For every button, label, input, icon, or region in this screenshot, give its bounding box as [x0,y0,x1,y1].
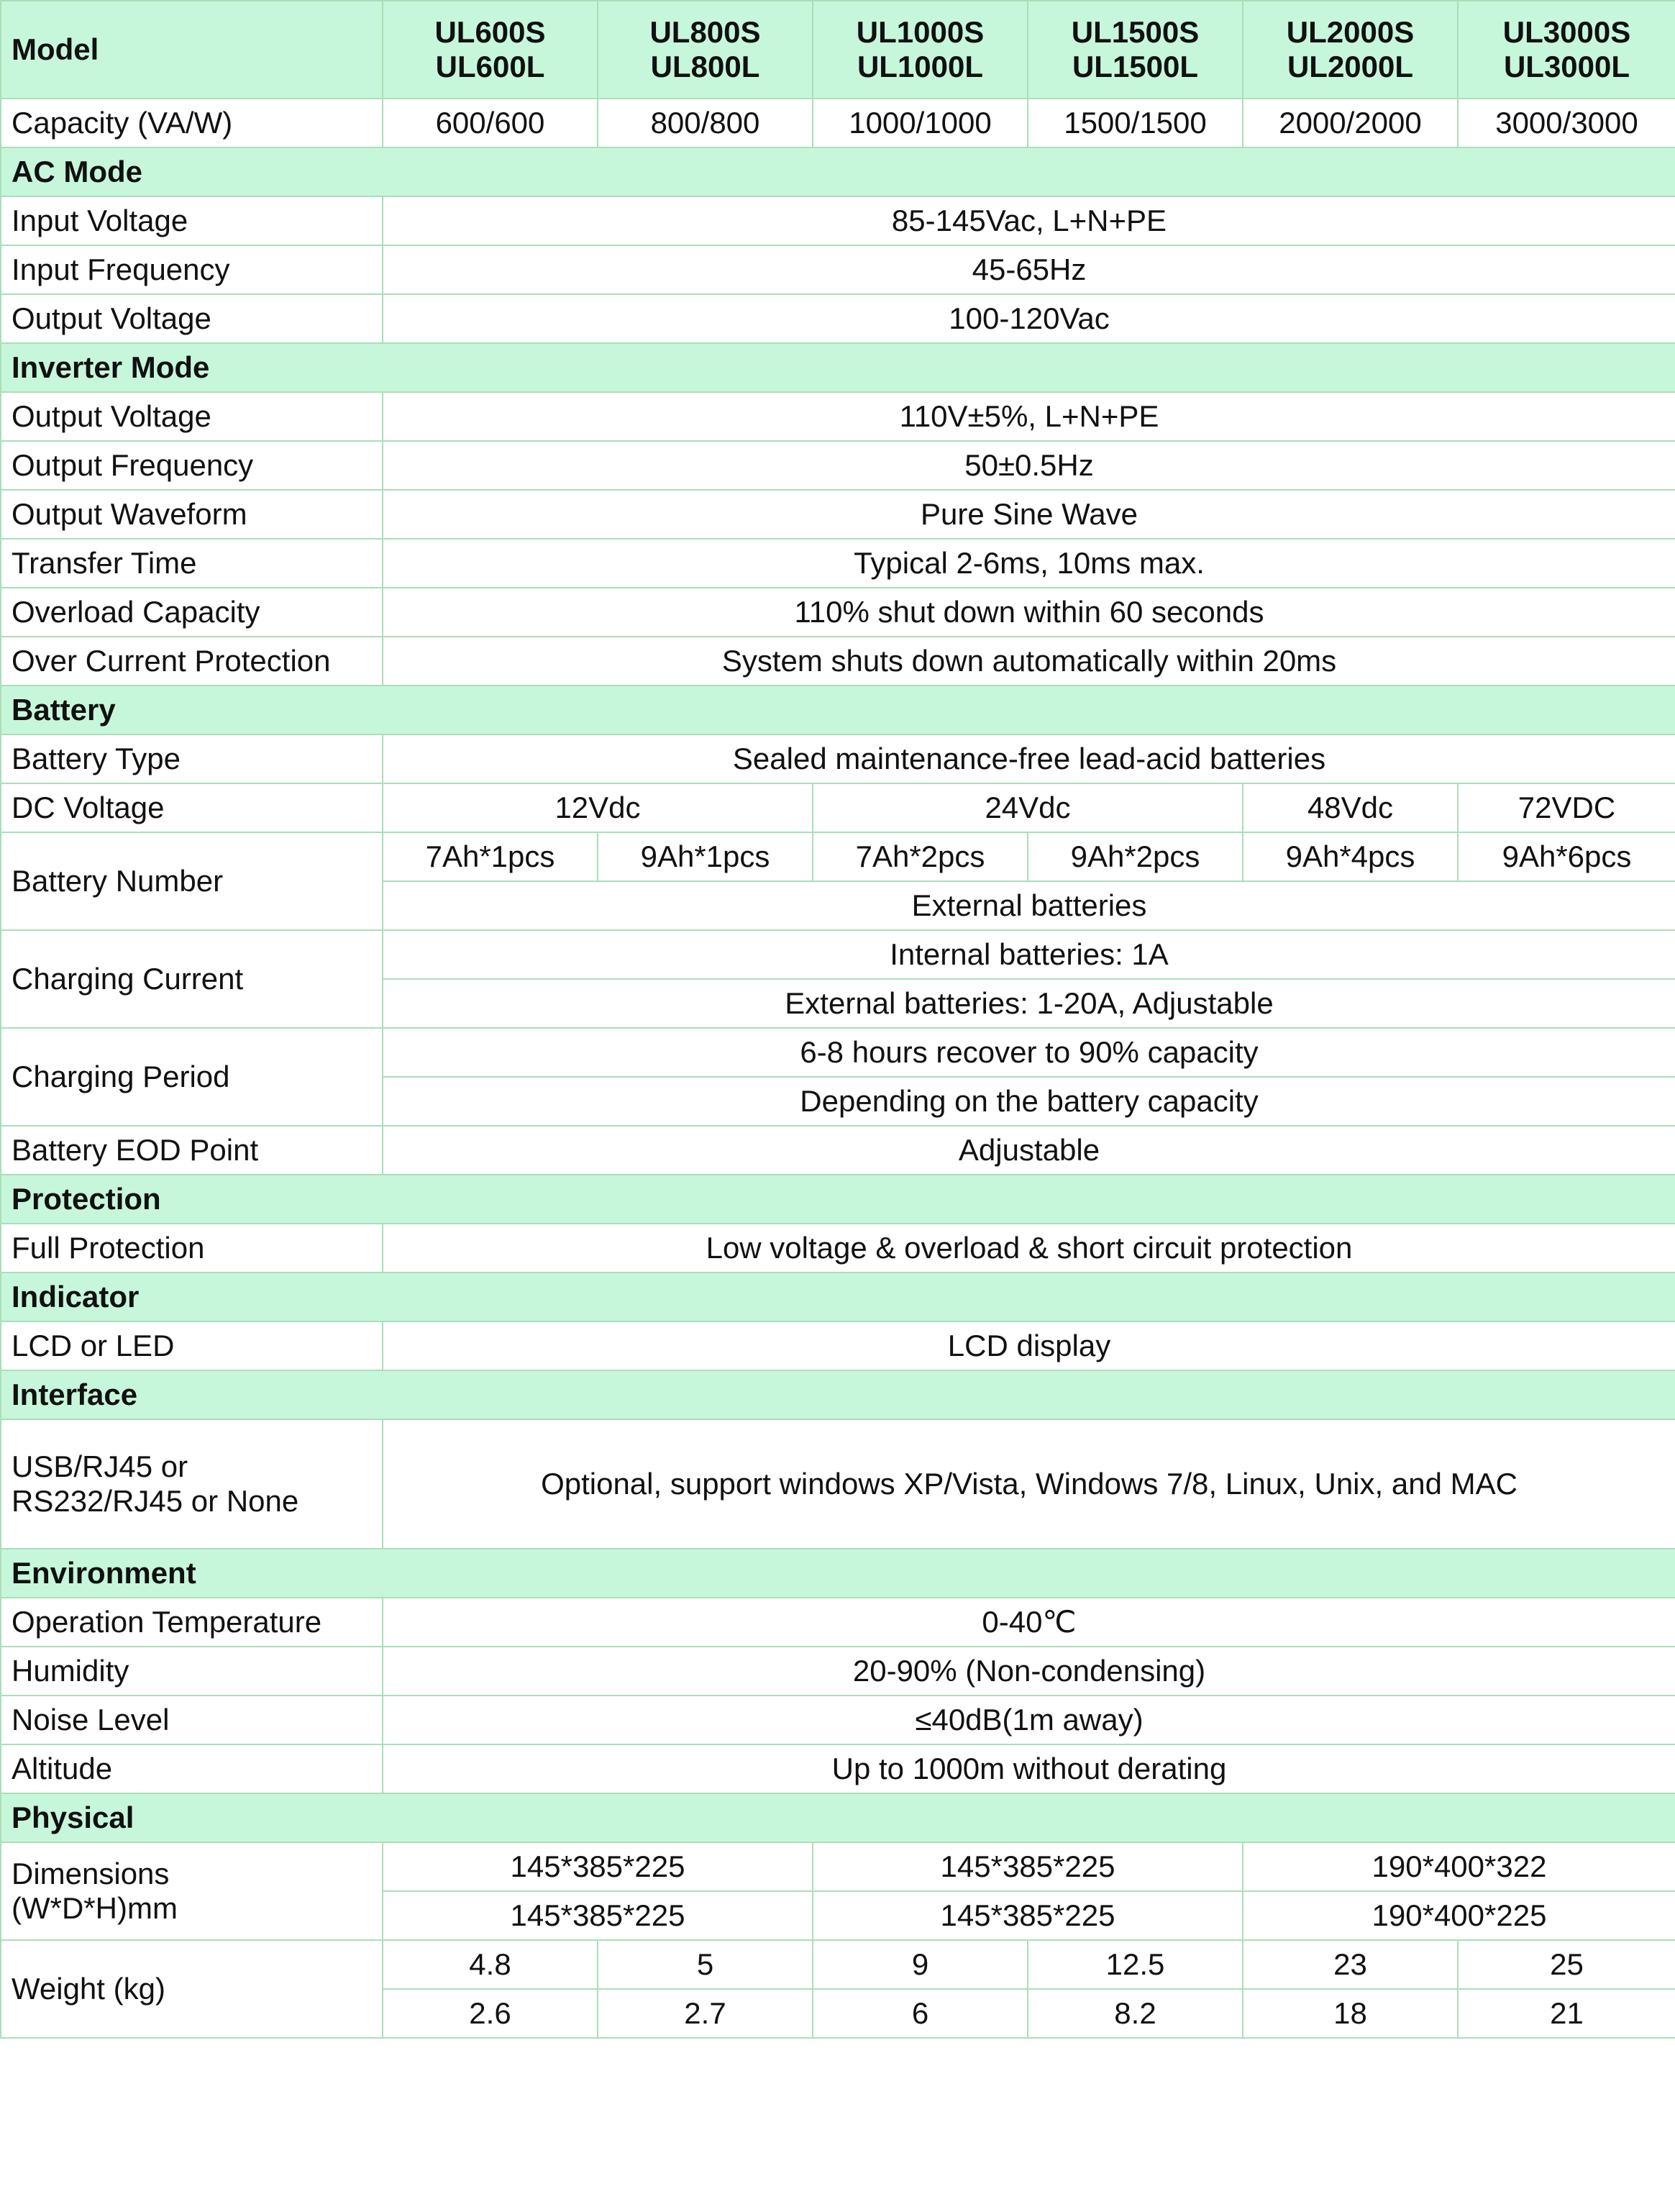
weight-value: 21 [1458,1989,1675,2038]
row-label: Input Voltage [1,196,383,245]
dc-voltage-row [1,783,1675,832]
spec-row [1,392,1675,441]
row-label: Output Voltage [1,294,383,343]
battery-number-row [1,832,1675,881]
weight-value: 2.7 [598,1989,813,2038]
row-value: Up to 1000m without derating [383,1744,1675,1793]
spec-row [1,588,1675,637]
model-cell: UL800S UL800L [598,1,813,99]
spec-row [1,1598,1675,1647]
model-cell: UL1500S UL1500L [1028,1,1243,99]
row-label: Output Voltage [1,392,383,441]
dc-voltage-value: 24Vdc [813,783,1243,832]
model-cell: UL2000S UL2000L [1243,1,1458,99]
battery-number-value: 7Ah*1pcs [383,832,598,881]
weight-value: 8.2 [1028,1989,1243,2038]
spec-row [1,1744,1675,1793]
dc-voltage-value: 72VDC [1458,783,1675,832]
section-title: Interface [1,1370,1675,1419]
row-value: LCD display [383,1321,1675,1370]
spec-row [1,1696,1675,1744]
row-value: 85-145Vac, L+N+PE [383,196,1675,245]
row-label: Humidity [1,1647,383,1696]
row-label: Input Frequency [1,245,383,294]
capacity-value: 3000/3000 [1458,99,1675,147]
row-label: Charging Period [1,1028,383,1126]
section-title: Physical [1,1793,1675,1842]
weight-value: 25 [1458,1940,1675,1989]
model-cell: UL600S UL600L [383,1,598,99]
weight-row [1,1940,1675,1989]
section-title: Indicator [1,1273,1675,1321]
row-value: Adjustable [383,1126,1675,1175]
row-label: Weight (kg) [1,1940,383,2038]
section-title: Battery [1,686,1675,734]
row-value: 100-120Vac [383,294,1675,343]
row-label: DC Voltage [1,783,383,832]
section-physical [1,1793,1675,1842]
spec-row [1,1224,1675,1273]
spec-row [1,1126,1675,1175]
row-label: Capacity (VA/W) [1,99,383,147]
row-label: Overload Capacity [1,588,383,637]
model-cell: UL3000S UL3000L [1458,1,1675,99]
row-value: Optional, support windows XP/Vista, Windows 7/8, Linux, Unix, and MAC [383,1419,1675,1549]
spec-row [1,1321,1675,1370]
spec-row [1,637,1675,686]
weight-value: 6 [813,1989,1028,2038]
battery-number-value: 9Ah*4pcs [1243,832,1458,881]
spec-row [1,245,1675,294]
section-title: Protection [1,1175,1675,1224]
spec-row [1,294,1675,343]
spec-row [1,734,1675,783]
row-value: 45-65Hz [383,245,1675,294]
section-inverter-mode [1,343,1675,392]
row-label: Over Current Protection [1,637,383,686]
section-interface [1,1370,1675,1419]
spec-row [1,539,1675,588]
spec-row [1,1647,1675,1696]
spec-row [1,441,1675,490]
spec-row [1,196,1675,245]
row-label: Battery EOD Point [1,1126,383,1175]
capacity-row [1,99,1675,147]
dimensions-value: 145*385*225 [383,1891,813,1940]
row-value: 20-90% (Non-condensing) [383,1647,1675,1696]
section-ac-mode [1,147,1675,196]
row-value: Pure Sine Wave [383,490,1675,539]
weight-value: 12.5 [1028,1940,1243,1989]
row-value: System shuts down automatically within 20ms [383,637,1675,686]
section-title: AC Mode [1,147,1675,196]
dimensions-value: 145*385*225 [383,1842,813,1891]
row-value: 6-8 hours recover to 90% capacity [383,1028,1675,1077]
model-header-row [1,1,1675,99]
weight-value: 23 [1243,1940,1458,1989]
row-label: Output Frequency [1,441,383,490]
row-value: 0-40℃ [383,1598,1675,1647]
capacity-value: 800/800 [598,99,813,147]
row-label: Output Waveform [1,490,383,539]
weight-value: 9 [813,1940,1028,1989]
section-battery [1,686,1675,734]
dimensions-value: 145*385*225 [813,1842,1243,1891]
dimensions-value: 190*400*225 [1243,1891,1675,1940]
battery-number-value: 7Ah*2pcs [813,832,1028,881]
spec-row [1,490,1675,539]
section-environment [1,1549,1675,1598]
row-value: External batteries: 1-20A, Adjustable [383,979,1675,1028]
dimensions-value: 145*385*225 [813,1891,1243,1940]
weight-value: 4.8 [383,1940,598,1989]
row-label: Noise Level [1,1696,383,1744]
charging-current-row [1,930,1675,979]
section-indicator [1,1273,1675,1321]
row-value: Low voltage & overload & short circuit protection [383,1224,1675,1273]
dimensions-value: 190*400*322 [1243,1842,1675,1891]
row-value: External batteries [383,881,1675,930]
battery-number-value: 9Ah*6pcs [1458,832,1675,881]
section-protection [1,1175,1675,1224]
row-label: Full Protection [1,1224,383,1273]
row-label: LCD or LED [1,1321,383,1370]
row-value: 50±0.5Hz [383,441,1675,490]
capacity-value: 2000/2000 [1243,99,1458,147]
row-value: Sealed maintenance-free lead-acid batteries [383,734,1675,783]
dc-voltage-value: 12Vdc [383,783,813,832]
row-label: Dimensions (W*D*H)mm [1,1842,383,1940]
row-label: Battery Number [1,832,383,930]
model-label: Model [1,1,383,99]
row-label: USB/RJ45 or RS232/RJ45 or None [1,1419,383,1549]
row-value: 110% shut down within 60 seconds [383,588,1675,637]
row-label: Altitude [1,1744,383,1793]
row-value: 110V±5%, L+N+PE [383,392,1675,441]
dc-voltage-value: 48Vdc [1243,783,1458,832]
row-label: Battery Type [1,734,383,783]
row-label: Charging Current [1,930,383,1028]
row-value: ≤40dB(1m away) [383,1696,1675,1744]
capacity-value: 600/600 [383,99,598,147]
section-title: Environment [1,1549,1675,1598]
row-label: Transfer Time [1,539,383,588]
battery-number-value: 9Ah*1pcs [598,832,813,881]
row-value: Depending on the battery capacity [383,1077,1675,1126]
weight-value: 18 [1243,1989,1458,2038]
weight-value: 2.6 [383,1989,598,2038]
capacity-value: 1500/1500 [1028,99,1243,147]
weight-value: 5 [598,1940,813,1989]
capacity-value: 1000/1000 [813,99,1028,147]
section-title: Inverter Mode [1,343,1675,392]
row-label: Operation Temperature [1,1598,383,1647]
spec-row [1,1419,1675,1549]
model-cell: UL1000S UL1000L [813,1,1028,99]
row-value: Internal batteries: 1A [383,930,1675,979]
battery-number-value: 9Ah*2pcs [1028,832,1243,881]
charging-period-row [1,1028,1675,1077]
row-value: Typical 2-6ms, 10ms max. [383,539,1675,588]
dimensions-row [1,1842,1675,1891]
